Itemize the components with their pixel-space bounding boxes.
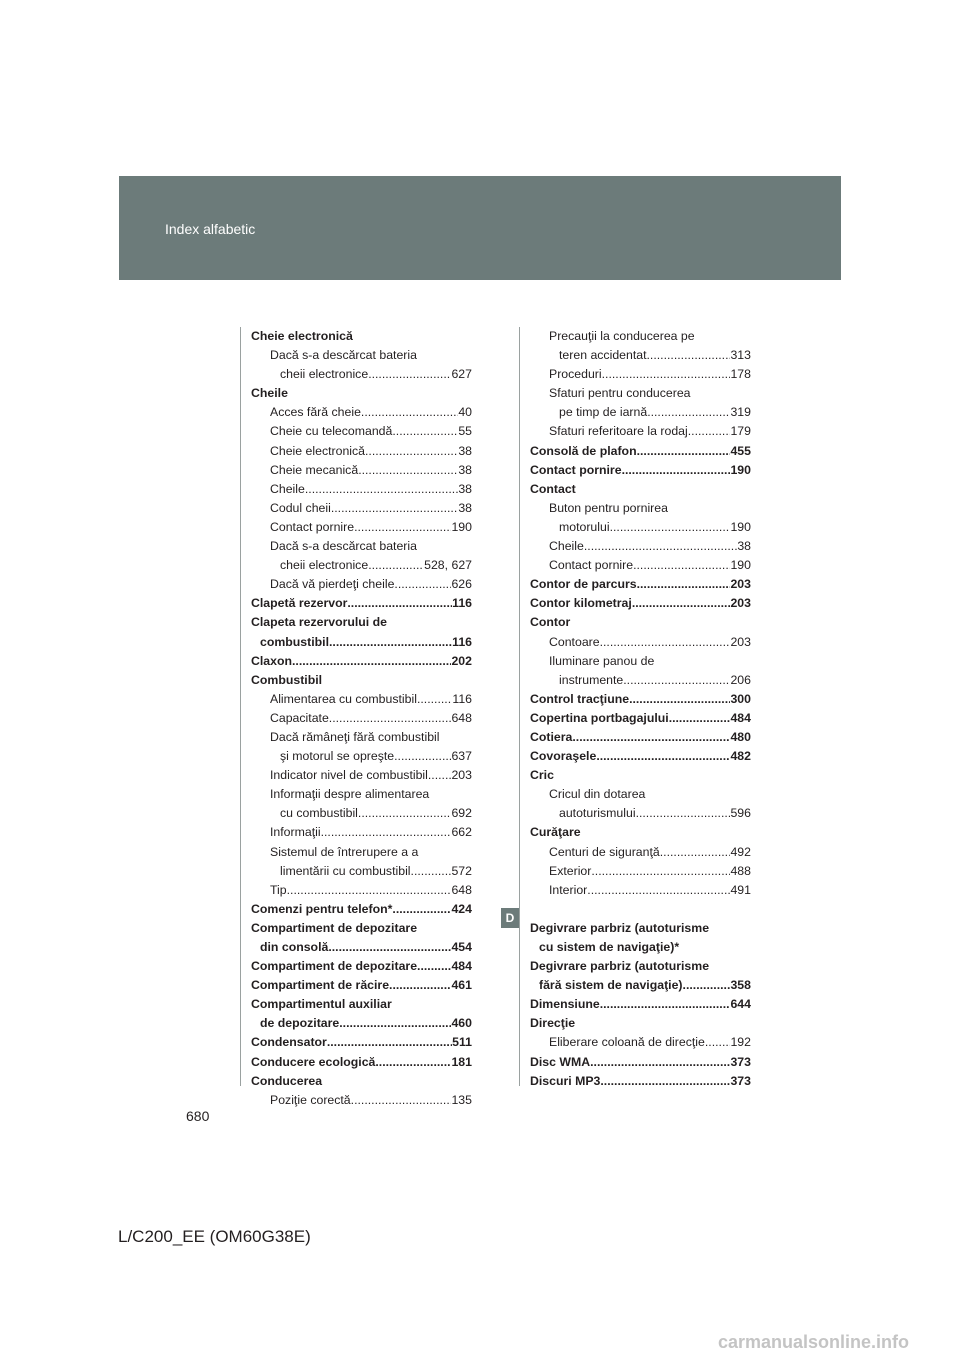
index-page-ref: 192 [730,1035,751,1050]
index-page-ref: 528, 627 [424,558,472,573]
index-page-ref: 484 [730,710,751,725]
index-entry [530,1053,751,1072]
index-entry-text: Contact [530,481,576,496]
dot-leader [637,442,731,461]
index-entry-text: Contact pornire [549,558,634,573]
index-entry [251,594,472,613]
index-subentry [251,709,472,728]
index-subentry [530,556,751,575]
index-subentry [530,652,751,671]
index-entry-text: Contor [530,615,571,630]
index-page-ref: 203 [730,634,751,649]
dot-leader [389,976,451,995]
index-entry-text: teren accidentat [559,348,647,363]
index-entry-text: Comenzi pentru telefon* [251,901,393,916]
index-entry-text: Cricul din dotarea [549,787,646,802]
index-entry [251,900,472,919]
index-entry-text: Compartimentul auxiliar [251,997,392,1012]
dot-leader [417,957,451,976]
index-entry-text: din consolă [260,940,329,954]
index-subentry [530,671,751,690]
index-subentry [251,747,472,766]
dot-leader [392,422,458,441]
index-entry-text: Codul cheii [270,500,331,515]
index-entry-text: Degivrare parbriz (autoturisme [530,920,710,935]
index-page-ref: 203 [730,596,751,611]
index-entry-text: Clapeta rezervorului de [251,615,387,630]
index-page-ref: 181 [451,1054,472,1069]
index-entry [530,995,751,1014]
index-entry [251,613,472,632]
index-entry-text: Contact pornire [270,519,355,534]
index-subentry [251,1091,472,1110]
dot-leader [600,1072,730,1091]
index-entry-text: Tip [270,882,287,897]
index-subentry [530,537,751,556]
index-entry-text: Compartiment de depozitare [251,959,418,974]
index-entry-text: de depozitare [260,1016,340,1031]
index-entry-text: Dacă rămâneţi fără combustibil [270,729,440,744]
dot-leader [629,690,730,709]
dot-leader [394,747,451,766]
index-entry [530,613,751,632]
dot-leader [596,747,730,766]
index-entry-text: Combustibil [251,672,323,687]
index-entry-text: Centuri de siguranţă [549,844,660,859]
dot-leader [368,365,451,384]
index-subentry [251,881,472,900]
dot-leader [660,843,731,862]
index-subentry [251,785,472,804]
index-entry-text: Cric [530,768,554,783]
index-entry-text: Curăţare [530,825,581,840]
index-entry-text: motorului [559,519,610,534]
index-entry-text: Compartiment de depozitare [251,920,418,935]
index-page-ref: 424 [451,901,472,916]
index-entry [251,938,472,957]
index-subentry [251,804,472,823]
index-entry-text: Dimensiune [530,997,600,1012]
dot-leader [361,403,458,422]
dot-leader [392,900,451,919]
index-page-ref: 190 [730,558,751,573]
dot-leader [354,518,451,537]
index-entry-text: limentării cu combustibil [280,863,411,878]
index-page-ref: 373 [730,1073,751,1088]
dot-leader [428,766,452,785]
index-subentry [530,785,751,804]
index-page-ref: 454 [451,940,472,954]
index-page-ref: 461 [451,978,472,993]
index-entry [530,957,751,976]
dot-leader [591,862,730,881]
index-subentry [530,346,751,365]
index-entry [251,957,472,976]
index-subentry [251,728,472,747]
index-page-ref: 116 [452,596,472,611]
index-entry-text: Poziţie corectă [270,1092,351,1107]
dot-leader [622,461,731,480]
index-entry [530,938,751,957]
index-entry-text: Condensator [251,1035,327,1050]
index-entry-text: Precauţii la conducerea pe [549,329,695,343]
index-page-ref: 135 [451,1092,472,1107]
index-page-ref: 627 [451,367,472,382]
index-page-ref: 179 [730,424,751,439]
index-entry [251,1014,472,1033]
dot-leader [394,575,451,594]
index-entry [251,1033,472,1052]
index-subentry [251,461,472,480]
index-entry-text: cheii electronice [280,367,369,382]
index-entry [530,575,751,594]
index-spacer [530,900,751,919]
dot-leader [292,652,451,671]
index-entry [530,919,751,938]
index-entry-text: Disc WMA [530,1054,591,1069]
index-entry-text: Cotiera [530,729,573,744]
index-entry-text: Iluminare panou de [549,653,655,668]
index-subentry [530,881,751,900]
dot-leader [669,709,731,728]
index-entry-text: Cheie electronică [270,443,366,458]
index-page-ref: 178 [730,367,751,382]
index-entry-text: Sfaturi referitoare la rodaj [549,424,688,439]
index-page-ref: 313 [730,348,751,363]
index-entry [251,919,472,938]
dot-leader [632,594,731,613]
index-column-left [251,327,472,1110]
index-entry [251,995,472,1014]
index-entry-text: autoturismului [559,806,636,821]
watermark: carmanualsonline.info [718,1332,910,1352]
index-page-ref: 482 [730,749,751,764]
index-page-ref: 511 [452,1035,472,1050]
index-subentry [251,690,472,709]
index-entry-text: Cheie electronică [251,329,353,343]
index-subentry [251,518,472,537]
page-number: 680 [186,1108,210,1124]
index-subentry [251,346,472,365]
dot-leader [339,1014,451,1033]
index-entry-text: Consolă de plafon [530,443,637,458]
index-subentry [530,518,751,537]
dot-leader [600,633,731,652]
index-page-ref: 38 [458,443,472,458]
dot-leader [647,346,731,365]
index-subentry [251,499,472,518]
index-entry-text: Acces fără cheie [270,405,361,420]
index-entry-text: Capacitate [270,710,329,725]
index-subentry [251,766,472,785]
index-entry-text: Degivrare parbriz (autoturisme [530,959,710,974]
index-subentry [251,403,472,422]
dot-leader [365,442,458,461]
dot-leader [411,862,452,881]
index-entry-text: combustibil [260,634,330,649]
index-entry [251,976,472,995]
index-entry-text: Contoare [549,634,600,649]
index-page-ref: 38 [737,539,751,554]
index-page-ref: 492 [730,844,751,859]
index-entry-text: Dacă vă pierdeţi cheile [270,577,395,592]
index-entry [251,327,472,346]
index-subentry [530,422,751,441]
section-title: Index alfabetic [165,221,256,237]
index-entry [251,1053,472,1072]
index-subentry [251,556,472,575]
index-subentry [251,442,472,461]
index-page-ref: 202 [451,653,472,668]
index-entry-text: Informaţii despre alimentarea [270,787,430,802]
index-subentry [530,862,751,881]
dot-leader [305,480,458,499]
index-entry-text: Dacă s-a descărcat bateria [270,539,417,554]
index-entry-text: cheii electronice [280,558,369,573]
dot-leader [647,403,730,422]
dot-leader [321,823,452,842]
index-page-ref: 38 [458,481,472,496]
index-page-ref: 203 [730,577,751,592]
index-entry-text: Contact pornire [530,462,622,477]
index-page-ref: 190 [730,462,751,477]
dot-leader [328,938,451,957]
index-entry-text: Cheile [270,481,305,496]
index-entry-text: fără sistem de navigaţie) [539,978,683,993]
index-page-ref: 319 [730,405,751,420]
dot-leader [683,976,731,995]
dot-leader [602,365,731,384]
index-subentry [530,327,751,346]
section-tab-letter: D [501,908,519,928]
index-entry-text: Contor kilometraj [530,596,632,611]
index-page-ref: 648 [451,882,472,897]
index-page-ref: 358 [730,978,751,993]
index-entry-text: Clapetă rezervor [251,596,348,611]
index-entry [530,709,751,728]
index-subentry [530,843,751,862]
index-entry-text: Proceduri [549,367,602,382]
index-entry [251,1072,472,1091]
dot-leader [368,556,424,575]
index-entry-text: instrumente [559,672,624,687]
index-entry [251,652,472,671]
index-subentry [530,365,751,384]
index-page-ref: 692 [451,806,472,821]
index-subentry [530,403,751,422]
index-subentry [251,575,472,594]
index-entry [530,594,751,613]
index-entry-text: Exterior [549,863,592,878]
index-entry [530,480,751,499]
section-header [119,176,841,280]
dot-leader [347,594,452,613]
index-entry-text: pe timp de iarnă [559,405,648,420]
index-subentry [251,537,472,556]
index-page-ref: 662 [451,825,472,840]
index-page-ref: 190 [451,519,472,534]
index-entry-text: cu combustibil [280,806,358,821]
index-page-ref: 488 [730,863,751,878]
index-entry [530,747,751,766]
index-subentry [251,422,472,441]
index-entry-text: Copertina portbagajului [530,710,669,725]
dot-leader [287,881,452,900]
index-entry-text: Control tracţiune [530,691,630,706]
dot-leader [329,633,452,652]
index-subentry [530,499,751,518]
dot-leader [417,690,452,709]
index-entry-text: Sfaturi pentru conducerea [549,386,691,401]
index-subentry [251,862,472,881]
index-page-ref: 484 [451,959,472,974]
index-page-ref: 648 [451,710,472,725]
index-page-ref: 373 [730,1054,751,1069]
index-entry-text: cu sistem de navigaţie)* [539,940,680,954]
index-page-ref: 190 [730,519,751,534]
index-entry-text: şi motorul se opreşte [280,749,395,764]
index-subentry [530,804,751,823]
dot-leader [358,461,458,480]
index-entry [530,1014,751,1033]
index-entry [530,1072,751,1091]
index-entry [530,461,751,480]
index-entry-text: Dacă s-a descărcat bateria [270,348,417,363]
index-subentry [530,1033,751,1052]
index-entry-text: Informaţii [270,825,321,840]
index-entry [530,728,751,747]
index-entry-text: Claxon [251,653,292,668]
index-subentry [251,365,472,384]
index-column-right [530,327,751,1091]
index-page-ref: 460 [451,1016,472,1031]
dot-leader [375,1053,451,1072]
index-entry-text: Direcţie [530,1016,576,1031]
index-page-ref: 116 [452,634,472,649]
index-page-ref: 480 [730,729,751,744]
index-entry-text: Eliberare coloană de direcţie [549,1035,705,1050]
index-entry-text: Contor de parcurs [530,577,637,592]
index-page-ref: 491 [730,882,751,897]
dot-leader [572,728,730,747]
index-page-ref: 455 [730,443,751,458]
index-entry [530,690,751,709]
index-entry-text: Compartiment de răcire [251,978,390,993]
index-entry-text: Alimentarea cu combustibil [270,691,417,706]
index-entry-text: Covoraşele [530,749,597,764]
dot-leader [351,1091,452,1110]
dot-leader [587,881,730,900]
dot-leader [600,995,731,1014]
index-entry-text: Cheie mecanică [270,462,359,477]
index-subentry [530,633,751,652]
index-page-ref: 203 [451,768,472,783]
index-page-ref: 644 [730,997,751,1012]
dot-leader [705,1033,731,1052]
index-page-ref: 38 [458,462,472,477]
index-entry-text: Cheile [251,386,288,401]
dot-leader [688,422,731,441]
index-entry-text: Sistemul de întrerupere a a [270,844,419,859]
index-entry [530,442,751,461]
index-subentry [530,384,751,403]
index-page-ref: 38 [458,500,472,515]
index-entry-text: Cheie cu telecomandă [270,424,393,439]
index-page-ref: 206 [730,672,751,687]
index-page-ref: 300 [730,691,751,706]
dot-leader [358,804,452,823]
column-rule-right [519,327,520,1086]
index-entry-text: Conducerea [251,1073,323,1088]
dot-leader [584,537,737,556]
index-entry [251,633,472,652]
index-page-ref: 55 [458,424,472,439]
index-page-ref: 40 [458,405,472,420]
manual-code: L/C200_EE (OM60G38E) [118,1227,311,1246]
dot-leader [331,499,458,518]
index-entry-text: Buton pentru pornirea [549,500,668,515]
column-rule-left [240,327,241,1086]
index-entry-text: Interior [549,882,588,897]
dot-leader [636,804,731,823]
index-entry [251,384,472,403]
index-page-ref: 116 [452,691,472,706]
index-subentry [251,823,472,842]
dot-leader [610,518,731,537]
index-subentry [251,843,472,862]
index-entry [530,766,751,785]
index-entry-text: Conducere ecologică [251,1054,376,1069]
dot-leader [327,1033,452,1052]
index-entry-text: Discuri MP3 [530,1073,601,1088]
index-entry-text: Cheile [549,539,584,554]
dot-leader [633,556,730,575]
index-page-ref: 626 [451,577,472,592]
index-entry-text: Indicator nivel de combustibil [270,768,428,783]
dot-leader [329,709,452,728]
dot-leader [637,575,731,594]
index-page-ref: 572 [451,863,472,878]
index-subentry [251,480,472,499]
index-entry [251,671,472,690]
index-entry [530,976,751,995]
index-entry [530,823,751,842]
dot-leader [623,671,730,690]
index-page-ref: 596 [730,806,751,821]
index-page-ref: 637 [451,749,472,764]
dot-leader [590,1053,730,1072]
